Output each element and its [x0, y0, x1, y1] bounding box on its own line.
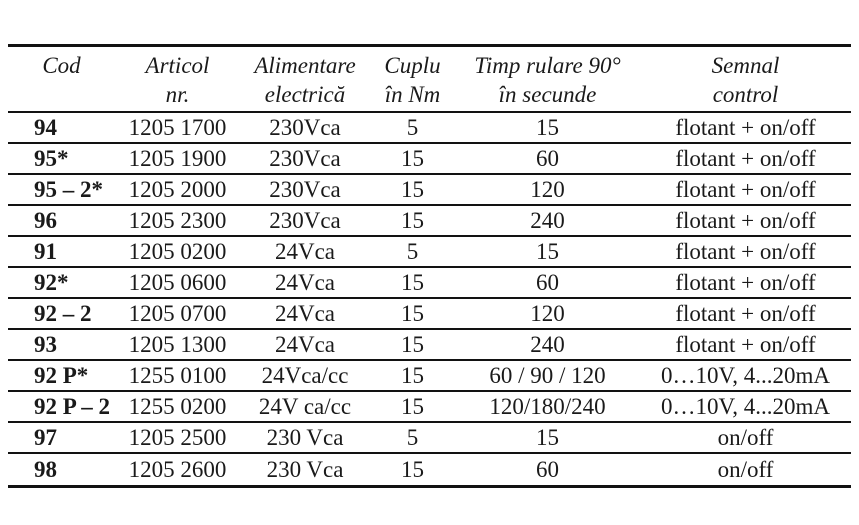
table-cell: 92 P – 2: [34, 393, 111, 419]
table-cell: 92 P*: [34, 362, 89, 388]
column-header-label: Timp rulare 90°: [474, 53, 621, 78]
column-header-label: Alimentare: [254, 53, 356, 78]
table-cell: flotant + on/off: [675, 269, 816, 295]
column-header-label: Cuplu: [384, 53, 441, 78]
table-cell: 1255 0200: [128, 393, 227, 419]
table-cell: 96: [34, 207, 57, 233]
column-header-label: Semnal: [711, 53, 780, 78]
table-cell: 15: [401, 269, 424, 295]
table-cell: 15: [401, 145, 424, 171]
table-cell: 24Vca: [274, 238, 336, 264]
table-cell: 1205 0200: [128, 238, 227, 264]
table-cell: 92 – 2: [34, 300, 92, 326]
table-cell: 120: [530, 176, 565, 202]
table-row: [8, 113, 851, 144]
column-header-timp-rulare: [455, 47, 640, 111]
table-body: [8, 113, 851, 485]
table-cell: 120: [530, 300, 565, 326]
table-header-row: [8, 47, 851, 113]
table-cell: 24Vca: [274, 331, 336, 357]
table-cell: on/off: [717, 424, 774, 450]
table-cell: 24Vca: [274, 300, 336, 326]
column-header-alimentare-electrica: [240, 47, 370, 111]
table-cell: 91: [34, 238, 57, 264]
product-spec-table: [8, 44, 851, 488]
table-row: [8, 330, 851, 361]
column-header-cod: [8, 47, 115, 111]
table-cell: 60 / 90 / 120: [489, 362, 606, 388]
table-cell: 0…10V, 4...20mA: [661, 362, 830, 388]
table-cell: 240: [530, 331, 565, 357]
table-cell: flotant + on/off: [675, 331, 816, 357]
table-cell: 24Vca: [274, 269, 336, 295]
table-cell: 15: [401, 456, 424, 482]
table-cell: 5: [406, 238, 419, 264]
table-cell: 60: [536, 456, 559, 482]
table-cell: flotant + on/off: [675, 176, 816, 202]
column-header-label: în Nm: [384, 82, 441, 107]
table-cell: 1255 0100: [128, 362, 227, 388]
table-cell: 1205 2500: [128, 424, 227, 450]
table-cell: 92*: [34, 269, 69, 295]
table-cell: 1205 2300: [128, 207, 227, 233]
table-cell: flotant + on/off: [675, 207, 816, 233]
table-cell: 97: [34, 424, 57, 450]
table-cell: 1205 0600: [128, 269, 227, 295]
table-cell: 230 Vca: [266, 424, 344, 450]
table-cell: 120/180/240: [489, 393, 606, 419]
table-cell: flotant + on/off: [675, 145, 816, 171]
table-cell: 230Vca: [269, 207, 341, 233]
table-cell: flotant + on/off: [675, 114, 816, 140]
table-cell: 95 – 2*: [34, 176, 103, 202]
table-cell: 98: [34, 456, 57, 482]
table-cell: flotant + on/off: [675, 238, 816, 264]
table-cell: 15: [536, 238, 559, 264]
table-cell: flotant + on/off: [675, 300, 816, 326]
table-cell: 94: [34, 114, 57, 140]
table-cell: 230Vca: [269, 114, 341, 140]
table-cell: on/off: [717, 456, 774, 482]
column-header-label: Cod: [42, 53, 81, 78]
table-cell: 1205 1300: [128, 331, 227, 357]
table-row: [8, 454, 851, 485]
table-cell: 15: [401, 393, 424, 419]
column-header-label: [8, 80, 115, 109]
table-cell: 93: [34, 331, 57, 357]
table-cell: 15: [401, 300, 424, 326]
table-row: [8, 423, 851, 454]
table-row: [8, 144, 851, 175]
table-cell: 1205 2000: [128, 176, 227, 202]
table-cell: 1205 1700: [128, 114, 227, 140]
table-row: [8, 392, 851, 423]
table-row: [8, 299, 851, 330]
column-header-semnal-control: [640, 47, 851, 111]
column-header-label: control: [712, 82, 779, 107]
table-cell: 15: [401, 176, 424, 202]
table-cell: 24V ca/cc: [258, 393, 352, 419]
table-cell: 1205 0700: [128, 300, 227, 326]
table-cell: 230Vca: [269, 176, 341, 202]
table-cell: 24Vca/cc: [261, 362, 349, 388]
table-cell: 240: [530, 207, 565, 233]
table-row: [8, 268, 851, 299]
table-cell: 5: [406, 114, 419, 140]
column-header-label: electrică: [264, 82, 346, 107]
table-cell: 15: [401, 362, 424, 388]
table-cell: 230 Vca: [266, 456, 344, 482]
table-cell: 0…10V, 4...20mA: [661, 393, 830, 419]
table-cell: 15: [401, 207, 424, 233]
column-header-label: nr.: [165, 82, 190, 107]
column-header-label: în secunde: [498, 82, 597, 107]
table-row: [8, 175, 851, 206]
column-header-label: Articol: [145, 53, 210, 78]
column-header-cuplu: [370, 47, 455, 111]
table-cell: 60: [536, 145, 559, 171]
table-cell: 95*: [34, 145, 69, 171]
table-cell: 5: [406, 424, 419, 450]
table-cell: 230Vca: [269, 145, 341, 171]
table-cell: 15: [536, 424, 559, 450]
table-row: [8, 237, 851, 268]
table-row: [8, 361, 851, 392]
table-row: [8, 206, 851, 237]
column-header-articol-nr: [115, 47, 240, 111]
table-cell: 15: [536, 114, 559, 140]
table-cell: 1205 1900: [128, 145, 227, 171]
table-cell: 60: [536, 269, 559, 295]
table-cell: 15: [401, 331, 424, 357]
table-cell: 1205 2600: [128, 456, 227, 482]
